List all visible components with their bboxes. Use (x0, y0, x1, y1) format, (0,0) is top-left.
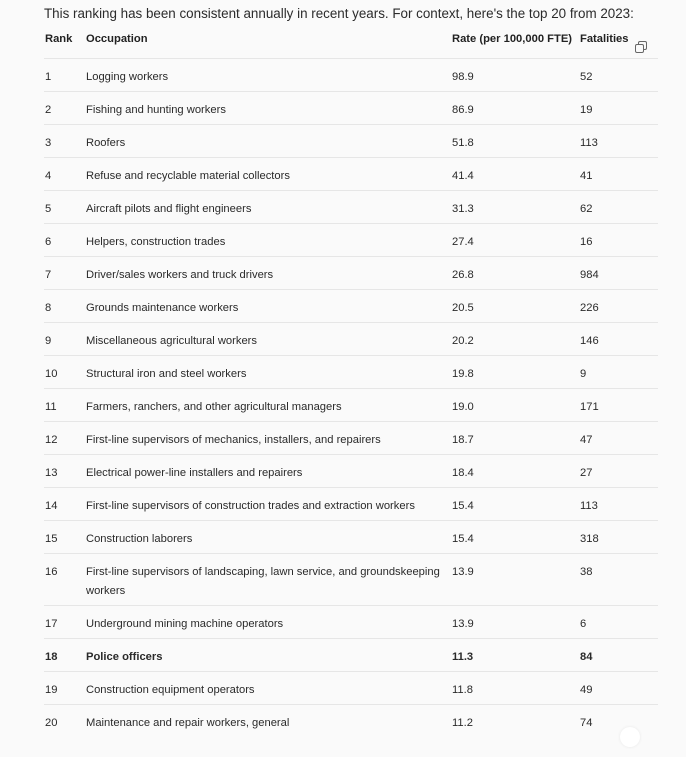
cell-rank: 7 (44, 257, 86, 290)
table-row (44, 554, 658, 606)
table-row (44, 356, 658, 389)
cell-rank: 6 (44, 224, 86, 257)
table-row (44, 125, 658, 158)
copy-icon[interactable] (635, 41, 647, 53)
cell-rate: 11.3 (452, 639, 580, 672)
cell-rate: 13.9 (452, 606, 580, 639)
cell-occupation: Fishing and hunting workers (86, 92, 452, 125)
cell-rate: 15.4 (452, 521, 580, 554)
cell-occupation: Driver/sales workers and truck drivers (86, 257, 452, 290)
fatality-table (44, 30, 658, 737)
cell-fatalities: 38 (580, 554, 658, 606)
table-row (44, 705, 658, 738)
cell-rate: 31.3 (452, 191, 580, 224)
cell-rate: 86.9 (452, 92, 580, 125)
cell-occupation: Helpers, construction trades (86, 224, 452, 257)
cell-occupation: First-line supervisors of mechanics, installers, and repairers (86, 422, 452, 455)
table-row (44, 639, 658, 672)
cell-rate: 18.7 (452, 422, 580, 455)
cell-occupation: Police officers (86, 639, 452, 672)
table-row (44, 521, 658, 554)
cell-rank: 2 (44, 92, 86, 125)
cell-rate: 41.4 (452, 158, 580, 191)
cell-occupation: Construction laborers (86, 521, 452, 554)
cell-fatalities: 113 (580, 488, 658, 521)
table-row (44, 158, 658, 191)
cell-rate: 11.2 (452, 717, 473, 729)
table-row (44, 92, 658, 125)
cell-rank: 5 (44, 191, 86, 224)
table-row (44, 290, 658, 323)
cell-occupation: Grounds maintenance workers (86, 290, 452, 323)
cell-rank: 17 (44, 606, 86, 639)
cell-fatalities: 16 (580, 224, 658, 257)
cell-occupation: Aircraft pilots and flight engineers (86, 191, 452, 224)
scroll-button[interactable] (620, 727, 640, 747)
cell-rate: 19.0 (452, 389, 580, 422)
table-body (44, 59, 658, 738)
cell-rank: 3 (44, 125, 86, 158)
table-row (44, 59, 658, 92)
cell-fatalities: 9 (580, 356, 658, 389)
table-header-row (44, 30, 658, 59)
cell-fatalities: 84 (580, 639, 658, 672)
cell-rank: 20 (45, 717, 58, 729)
table-row (44, 606, 658, 639)
cell-fatalities: 27 (580, 455, 658, 488)
table-row (44, 224, 658, 257)
cell-rate: 98.9 (452, 59, 580, 92)
cell-fatalities: 226 (580, 290, 658, 323)
cell-fatalities: 318 (580, 521, 658, 554)
header-occupation: Occupation (86, 30, 452, 59)
cell-fatalities: 113 (580, 125, 658, 158)
cell-occupation: Farmers, ranchers, and other agricultural managers (86, 389, 452, 422)
cell-rate: 20.5 (452, 290, 580, 323)
cell-occupation: Underground mining machine operators (86, 606, 452, 639)
cell-rank: 16 (44, 554, 86, 606)
header-rate: Rate (per 100,000 FTE) (452, 30, 580, 59)
table-row (44, 323, 658, 356)
cell-rate: 19.8 (452, 356, 580, 389)
cell-occupation: Roofers (86, 125, 452, 158)
cell-fatalities: 984 (580, 257, 658, 290)
table-row (44, 422, 658, 455)
cell-fatalities: 19 (580, 92, 658, 125)
table-row (44, 389, 658, 422)
cell-occupation: Construction equipment operators (86, 672, 452, 705)
cell-occupation: Structural iron and steel workers (86, 356, 452, 389)
cell-rate: 51.8 (452, 125, 580, 158)
cell-occupation: First-line supervisors of construction trades and extraction workers (86, 488, 452, 521)
cell-fatalities: 49 (580, 672, 658, 705)
header-fatalities: Fatalities (580, 30, 658, 59)
table-row (44, 672, 658, 705)
header-rank: Rank (44, 30, 86, 59)
cell-rank: 10 (44, 356, 86, 389)
cell-rate: 26.8 (452, 257, 580, 290)
cell-fatalities: 47 (580, 422, 658, 455)
cell-rate: 27.4 (452, 224, 580, 257)
cell-rank: 18 (44, 639, 86, 672)
cell-rank: 11 (44, 389, 86, 422)
cell-rate: 20.2 (452, 323, 580, 356)
cell-fatalities: 74 (580, 717, 593, 729)
cell-fatalities: 62 (580, 191, 658, 224)
table-row (44, 455, 658, 488)
cell-occupation: Miscellaneous agricultural workers (86, 323, 452, 356)
cell-rank: 14 (44, 488, 86, 521)
cell-rank: 9 (44, 323, 86, 356)
cell-rank: 1 (44, 59, 86, 92)
cell-rate: 11.8 (452, 672, 580, 705)
cell-fatalities: 171 (580, 389, 658, 422)
cell-rate: 18.4 (452, 455, 580, 488)
cell-occupation: Electrical power-line installers and repairers (86, 455, 452, 488)
cell-rate: 15.4 (452, 488, 580, 521)
cell-occupation: Refuse and recyclable material collectors (86, 158, 452, 191)
cell-occupation: Logging workers (86, 59, 452, 92)
cell-rank: 15 (44, 521, 86, 554)
table-row (44, 488, 658, 521)
fatality-table-container (44, 30, 658, 737)
cell-rank: 13 (44, 455, 86, 488)
cell-fatalities: 6 (580, 606, 658, 639)
cell-fatalities: 41 (580, 158, 658, 191)
cell-fatalities: 146 (580, 323, 658, 356)
cell-occupation: Maintenance and repair workers, general (86, 717, 290, 729)
cell-fatalities: 52 (580, 59, 658, 92)
cell-rank: 4 (44, 158, 86, 191)
cell-rank: 8 (44, 290, 86, 323)
intro-text: This ranking has been consistent annually in recent years. For context, here's the top 20 from 2023: (44, 6, 634, 21)
cell-occupation: First-line supervisors of landscaping, lawn service, and groundskeeping workers (86, 554, 452, 606)
table-row (44, 191, 658, 224)
cell-rank: 19 (44, 672, 86, 705)
cell-rank: 12 (44, 422, 86, 455)
table-row (44, 257, 658, 290)
cell-rate: 13.9 (452, 554, 580, 606)
